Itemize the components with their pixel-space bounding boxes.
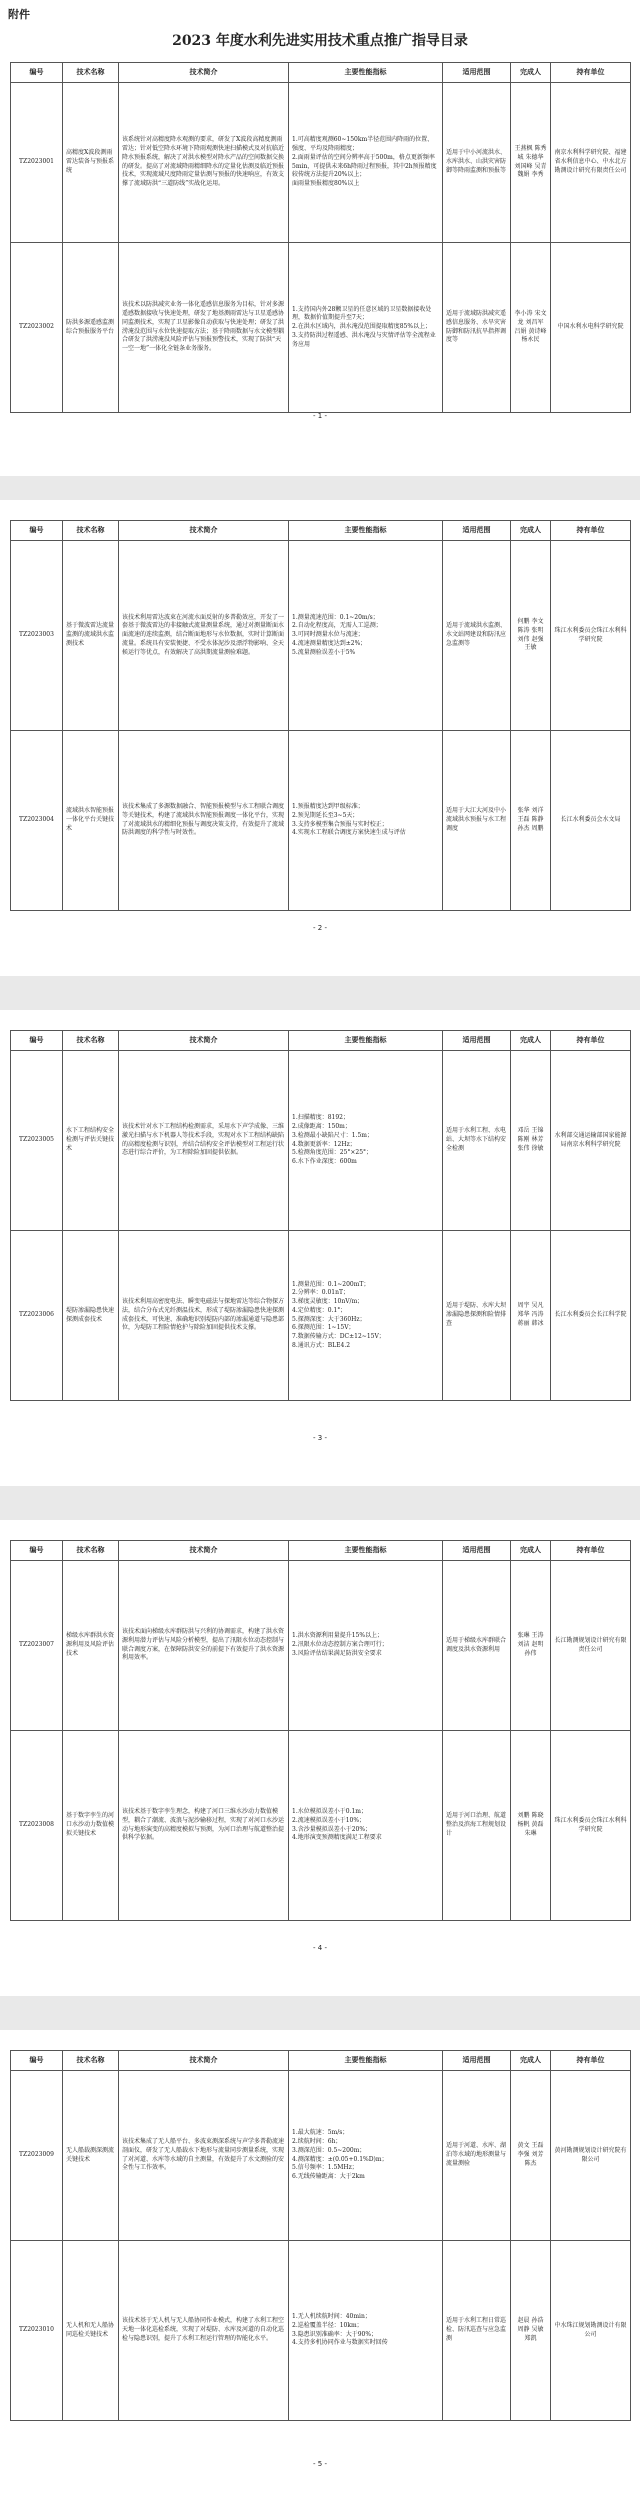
document-page-4	[0, 1520, 640, 1996]
col-header-intro: 技术简介	[119, 1031, 289, 1051]
col-header-name: 技术名称	[63, 1031, 119, 1051]
document-page-1	[0, 0, 640, 476]
cell-name: 流域洪水智能预报一体化平台关键技术	[63, 731, 119, 911]
cell-unit: 长江水利委员会水文局	[551, 731, 631, 911]
table-row	[11, 1561, 631, 1731]
table-row	[11, 541, 631, 731]
cell-people: 邓岳 王锦 陈刚 林芳 张伟 徐敏	[511, 1051, 551, 1231]
table-row	[11, 2241, 631, 2421]
table-row	[11, 1731, 631, 1921]
directory-table-page-4	[10, 1540, 631, 1921]
cell-scope: 适用于河口治理、航道整治及滨海工程规划设计	[443, 1731, 511, 1921]
col-header-perf: 主要性能指标	[289, 1031, 443, 1051]
cell-code: TZ2023006	[11, 1231, 63, 1401]
cell-intro: 该技术基于数字孪生理念，构建了河口三维水沙动力数值模型，耦合了潮流、波浪与泥沙输移过程，实现了对河口水沙运动与地形演变的高精度模拟与预测，为河口治理与航道整治提供科学依据。	[119, 1731, 289, 1921]
col-header-intro: 技术简介	[119, 2051, 289, 2071]
cell-perf: 1.水位模拟误差小于0.1m； 2.流速模拟误差小于10%； 3.含沙量模拟误差小于20%； 4.地形演变预测精度满足工程要求	[289, 1731, 443, 1921]
cell-perf: 1.测量范围：0.1~200mT； 2.分辨率：0.01nT； 3.梯度灵敏度：10nV/m； 4.定位精度：0.1°； 5.探测深度：大于360Hz； 6.探测范围：1~15V； 7.数据传输方式：DC±12~15V； 8.通讯方式：BLE4.2	[289, 1231, 443, 1401]
cell-unit: 水利部交通运输部国家能源局南京水利科学研究院	[551, 1051, 631, 1231]
table-row	[11, 2071, 631, 2241]
cell-scope: 适用于梯级水库群联合调度及洪水资源利用	[443, 1561, 511, 1731]
cell-intro: 该系统针对高精度降水观测的要求，研发了X波段高精度测雨雷达；针对低空降水环境下降雨观测快速扫描模式及对抗临近降水预报系统，解决了对洪水模型对降水产品的空间数据交换的研发。提高了对流域降雨精细降水的定量化估测及临近预报技术，实现流域尺度降雨定量估测与预报的快速响应，有效支撑了流域防洪“三道防线”实战化运用。	[119, 83, 289, 243]
col-header-scope: 适用范围	[443, 2051, 511, 2071]
col-header-unit: 持有单位	[551, 1031, 631, 1051]
cell-code: TZ2023004	[11, 731, 63, 911]
col-header-intro: 技术简介	[119, 1541, 289, 1561]
col-header-code: 编号	[11, 2051, 63, 2071]
cell-perf: 1.最大航速：5m/s； 2.续航时间：6h； 3.测深范围：0.5~200m； 4.测深精度：±(0.05+0.1%D)m； 5.信号频率：1.5MHz； 6.无线传输距离：大于2km	[289, 2071, 443, 2241]
cell-perf: 1.洪水资源利用量提升15%以上； 2.汛限水位动态控制方案合理可行； 3.风险评估结果满足防洪安全要求	[289, 1561, 443, 1731]
table-header-row	[11, 1031, 631, 1051]
cell-intro: 该技术针对水下工程结构检测需求，采用水下声学成像、三维激光扫描与水下机器人等技术手段，实现对水下工程结构缺陷的高精度检测与识别，并结合结构安全评估模型对工程运行状态进行综合评价，为工程除险加固提供依据。	[119, 1051, 289, 1231]
cell-name: 基于微波雷达流量监测的流域洪水监测技术	[63, 541, 119, 731]
col-header-scope: 适用范围	[443, 521, 511, 541]
table-header-row	[11, 1541, 631, 1561]
col-header-name: 技术名称	[63, 63, 119, 83]
table-header-row	[11, 2051, 631, 2071]
cell-intro: 该技术面向梯级水库群防洪与兴利的协调需求，构建了洪水资源利用潜力评估与风险分析模型，提出了汛限水位动态控制与联合调度方案，在保障防洪安全的前提下有效提升了洪水资源利用效率。	[119, 1561, 289, 1731]
table-row	[11, 1231, 631, 1401]
cell-people: 周宇 吴凡 郑华 冯涛 蒋丽 韩冰	[511, 1231, 551, 1401]
col-header-intro: 技术简介	[119, 63, 289, 83]
cell-unit: 珠江水利委员会珠江水利科学研究院	[551, 541, 631, 731]
cell-code: TZ2023003	[11, 541, 63, 731]
document-title: 2023 年度水利先进实用技术重点推广指导目录	[172, 33, 468, 49]
cell-scope: 适用于流域防洪减灾遥感信息服务、水旱灾害防御和防汛抗旱指挥调度等	[443, 243, 511, 413]
col-header-perf: 主要性能指标	[289, 63, 443, 83]
col-header-people: 完成人	[511, 1031, 551, 1051]
col-header-scope: 适用范围	[443, 1541, 511, 1561]
directory-table-page-2	[10, 520, 631, 911]
col-header-perf: 主要性能指标	[289, 1541, 443, 1561]
cell-scope: 适用于流域洪水监测、水文站网建设和防汛应急监测等	[443, 541, 511, 731]
cell-intro: 该技术利用高密度电法、瞬变电磁法与探地雷达等综合物探方法，结合分布式光纤测温技术，形成了堤防渗漏隐患快速探测成套技术，可快速、准确地识别堤防内部的渗漏通道与隐患部位，为堤防工程险情抢护与除险加固提供技术支撑。	[119, 1231, 289, 1401]
cell-name: 无人船载测深测流关键技术	[63, 2071, 119, 2241]
col-header-unit: 持有单位	[551, 1541, 631, 1561]
table-row	[11, 83, 631, 243]
table-row	[11, 1051, 631, 1231]
document-page-2	[0, 500, 640, 976]
cell-people: 赵晨 孙浩 周静 吴敏 郑凯	[511, 2241, 551, 2421]
col-header-perf: 主要性能指标	[289, 2051, 443, 2071]
table-header-row	[11, 63, 631, 83]
cell-unit: 珠江水利委员会珠江水利科学研究院	[551, 1731, 631, 1921]
cell-unit: 中国水利水电科学研究院	[551, 243, 631, 413]
cell-people: 张华 刘洋 王磊 陈静 孙杰 周鹏	[511, 731, 551, 911]
cell-people: 李小涛 宋文龙 刘昌军 吕娟 黄诗峰 杨永民	[511, 243, 551, 413]
cell-unit: 长江水利委员会长江科学院	[551, 1231, 631, 1401]
cell-name: 梯级水库群洪水资源利用及风险评估技术	[63, 1561, 119, 1731]
cell-scope: 适用于水利工程、水电站、大坝等水下结构安全检测	[443, 1051, 511, 1231]
cell-unit: 长江勘测规划设计研究有限责任公司	[551, 1561, 631, 1731]
cell-unit: 中水珠江规划勘测设计有限公司	[551, 2241, 631, 2421]
cell-people: 黄文 王磊 李强 刘芳 陈杰	[511, 2071, 551, 2241]
col-header-name: 技术名称	[63, 2051, 119, 2071]
col-header-unit: 持有单位	[551, 63, 631, 83]
cell-intro: 该技术集成了无人船平台、多波束测深系统与声学多普勒流速剖面仪，研发了无人船载水下地形与流量同步测量系统，实现了对河道、水库等水域的自主测量，有效提升了水文测验的安全性与工作效率。	[119, 2071, 289, 2241]
cell-people: 王燕枫 陈秀城 朱德华 刘国峰 吴青 魏娟 李秀	[511, 83, 551, 243]
col-header-unit: 持有单位	[551, 521, 631, 541]
page-number: - 1 -	[313, 412, 327, 420]
col-header-people: 完成人	[511, 521, 551, 541]
table-row	[11, 731, 631, 911]
cell-intro: 该技术集成了多源数据融合、智能预报模型与水工程联合调度等关键技术，构建了流域洪水智能预报调度一体化平台，实现了对流域洪水的精细化预报与调度决策支持，有效提升了流域防洪调度的科学性与时效性。	[119, 731, 289, 911]
table-row	[11, 243, 631, 413]
cell-name: 防洪多源遥感监测综合预报服务平台	[63, 243, 119, 413]
cell-name: 高精度X波段测雨雷达装备与预报系统	[63, 83, 119, 243]
cell-people: 刘鹏 陈晓 杨帆 黄磊 朱琳	[511, 1731, 551, 1921]
cell-code: TZ2023007	[11, 1561, 63, 1731]
directory-table-page-1	[10, 62, 631, 413]
cell-scope: 适用于堤防、水库大坝渗漏隐患探测和险情排查	[443, 1231, 511, 1401]
cell-perf: 1.支持国内外28颗卫星的任意区域的卫星数据接收处理，数据价值期提升至7天； 2.在洪水区域内，洪水淹没范围提取精度85%以上； 3.支持防洪过程遥感、洪水淹没与灾情评估等全流程业务应用	[289, 243, 443, 413]
col-header-scope: 适用范围	[443, 63, 511, 83]
cell-unit: 南京水利科学研究院、福建省水利信息中心、中水北方勘测设计研究有限责任公司	[551, 83, 631, 243]
cell-perf: 1.预报精度达到甲级标准； 2.预见期延长至3~5天； 3.支持多模型集合预报与实时校正； 4.实现水工程联合调度方案快速生成与评估	[289, 731, 443, 911]
document-page-3	[0, 1010, 640, 1486]
col-header-code: 编号	[11, 63, 63, 83]
cell-name: 基于数字孪生的河口水沙动力数值模拟关键技术	[63, 1731, 119, 1921]
cell-code: TZ2023002	[11, 243, 63, 413]
cell-unit: 黄河勘测规划设计研究院有限公司	[551, 2071, 631, 2241]
page-number: - 4 -	[313, 1944, 327, 1952]
page-number: - 5 -	[313, 2460, 327, 2468]
cell-code: TZ2023009	[11, 2071, 63, 2241]
cell-perf: 1.扫描精度：8192； 2.成像距离：150m； 3.检测最小缺陷尺寸：1.5m； 4.数据更新率：12Hz； 5.检测角度范围：25°×25°； 6.水下作业深度：600m	[289, 1051, 443, 1231]
col-header-code: 编号	[11, 1031, 63, 1051]
col-header-people: 完成人	[511, 63, 551, 83]
col-header-code: 编号	[11, 1541, 63, 1561]
cell-perf: 1.无人机续航时间：40min； 2.巡检覆盖半径：10km； 3.隐患识别准确率：大于90%； 4.支持多机协同作业与数据实时回传	[289, 2241, 443, 2421]
col-header-scope: 适用范围	[443, 1031, 511, 1051]
col-header-people: 完成人	[511, 1541, 551, 1561]
cell-name: 堤防渗漏隐患快速探测成套技术	[63, 1231, 119, 1401]
directory-table-page-3	[10, 1030, 631, 1401]
cell-code: TZ2023010	[11, 2241, 63, 2421]
col-header-perf: 主要性能指标	[289, 521, 443, 541]
table-header-row	[11, 521, 631, 541]
cell-scope: 适用于水利工程日常巡检、防汛巡查与应急监测	[443, 2241, 511, 2421]
attachment-label: 附件	[8, 8, 30, 21]
col-header-name: 技术名称	[63, 1541, 119, 1561]
cell-people: 何鹏 李文 陈涛 张明 刘伟 赵强 王敏	[511, 541, 551, 731]
cell-people: 张琳 王涛 刘洁 赵明 孙伟	[511, 1561, 551, 1731]
col-header-code: 编号	[11, 521, 63, 541]
col-header-name: 技术名称	[63, 521, 119, 541]
col-header-intro: 技术简介	[119, 521, 289, 541]
directory-table-page-5	[10, 2050, 631, 2421]
cell-scope: 适用于大江大河及中小流域洪水预报与水工程调度	[443, 731, 511, 911]
col-header-people: 完成人	[511, 2051, 551, 2071]
cell-code: TZ2023001	[11, 83, 63, 243]
page-number: - 3 -	[313, 1434, 327, 1442]
cell-perf: 1.测量流速范围：0.1~20m/s； 2.自动化程度高，无需人工巡测； 3.可同时测量水位与流速； 4.流速测量精度达到±2%； 5.流量测验误差小于5%	[289, 541, 443, 731]
page-number: - 2 -	[313, 924, 327, 932]
document-page-5	[0, 2030, 640, 2512]
cell-perf: 1.可高精度观测60~150km半径范围内降雨的位置、强度、平均及降雨精度； 2.面雨量评估的空间分辨率高于500m，格点更新频率5min，可提供未来6h降雨过程预报，其中2h预报精度较传统方法提升20%以上； 面雨量预报精度80%以上	[289, 83, 443, 243]
cell-intro: 该技术以防洪减灾业务一体化遥感信息服务为目标，针对多源遥感数据接收与快速处理，研发了地基测雨雷达与卫星遥感协同监测技术，实现了卫星影像自动获取与快速处理；研发了洪涝淹没范围与水位快速提取方法；基于降雨数据与水文模型耦合研发了洪涝淹没风险评估与预报预警技术，实现了防洪“天一空一地”一体化全链条业务服务。	[119, 243, 289, 413]
col-header-unit: 持有单位	[551, 2051, 631, 2071]
cell-intro: 该技术基于无人机与无人船协同作业模式，构建了水利工程空天地一体化巡检系统，实现了对堤防、水库及河道的自动化巡检与隐患识别，提升了水利工程运行管理的智能化水平。	[119, 2241, 289, 2421]
cell-code: TZ2023005	[11, 1051, 63, 1231]
cell-code: TZ2023008	[11, 1731, 63, 1921]
cell-scope: 适用于河道、水库、湖泊等水域的地形测量与流量测验	[443, 2071, 511, 2241]
cell-intro: 该技术利用雷达波束在河流水面反射的多普勒效应，开发了一套基于微波雷达的非接触式流量测量系统，通过对测量断面水面流速的连续监测，结合断面地形与水位数据，实时计算断面流量。系统具有安装便捷、不受水体泥沙及漂浮物影响、全天候运行等优点，有效解决了高洪期流量测验难题。	[119, 541, 289, 731]
cell-name: 水下工程结构安全检测与评估关键技术	[63, 1051, 119, 1231]
cell-scope: 适用于中小河流洪水、水库洪水、山洪灾害防御等降雨监测和预报等	[443, 83, 511, 243]
cell-name: 无人机和无人船协同巡检关键技术	[63, 2241, 119, 2421]
